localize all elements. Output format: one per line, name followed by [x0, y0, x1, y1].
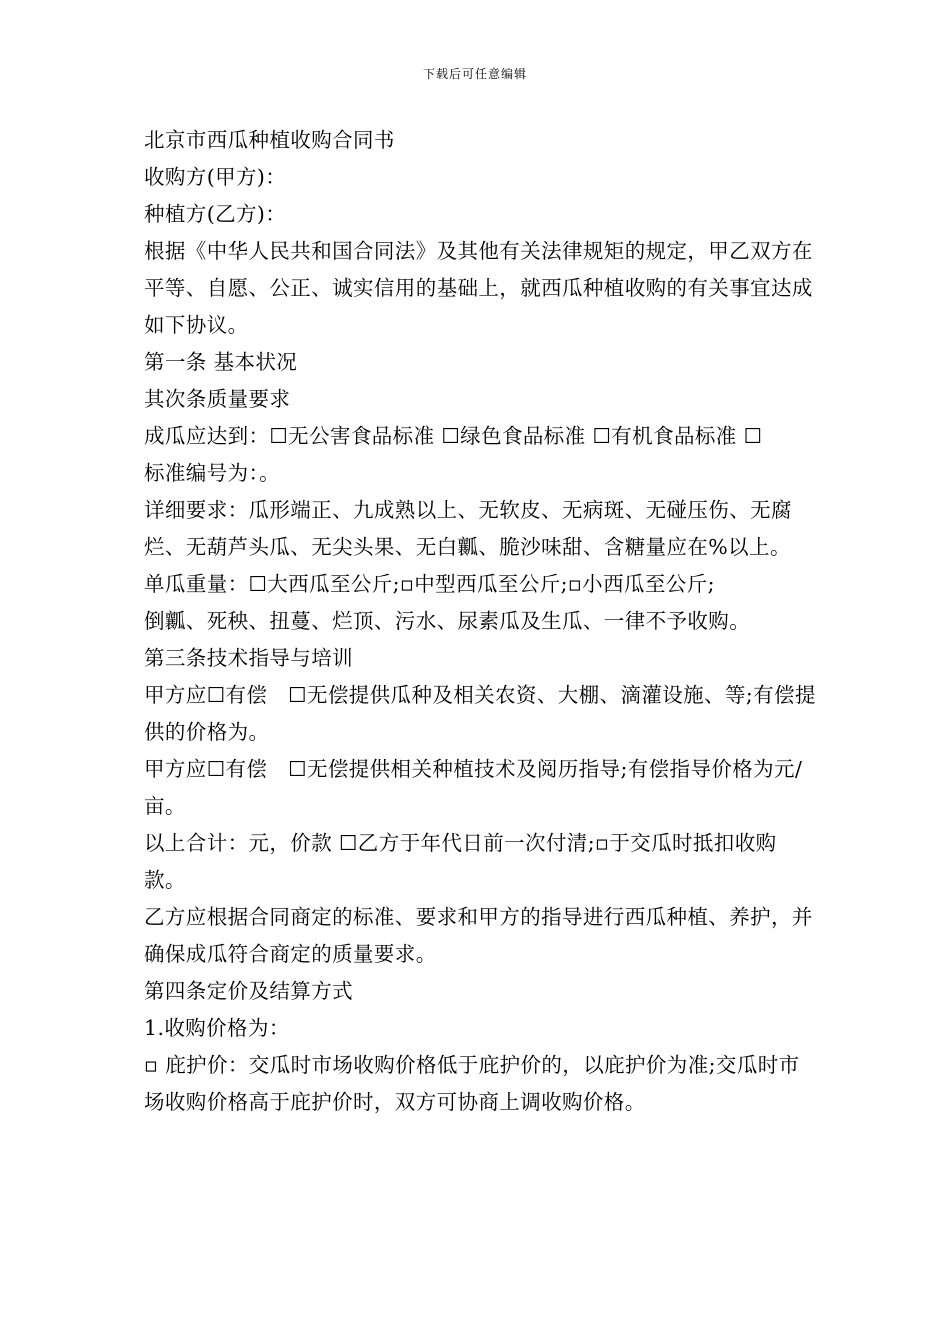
paragraph-buyer: 收购方(甲方)：: [144, 165, 287, 189]
paragraph-article-3: 第三条技术指导与培训: [144, 646, 353, 670]
paragraph-protection-price: ▫ 庇护价：交瓜时市场收购价格低于庇护价的，以庇护价为准;交瓜时市场收购价格高于庇护价时，双方可协商上调收购价格。: [144, 1053, 800, 1114]
paragraph-price-heading: 1.收购价格为：: [144, 1016, 290, 1040]
header-note: 下载后可任意编辑: [422, 67, 527, 81]
paragraph-guidance: 甲方应☐有偿 ☐无偿提供相关种植技术及阅历指导;有偿指导价格为元/亩。: [144, 757, 803, 818]
paragraph-obligation: 乙方应根据合同商定的标准、要求和甲方的指导进行西瓜种植、养护，并确保成瓜符合商定的质量要求。: [144, 905, 813, 966]
paragraph-rejection: 倒瓤、死秧、扭蔓、烂顶、污水、尿素瓜及生瓜、一律不予收购。: [144, 609, 751, 633]
paragraph-grower: 种植方(乙方)：: [144, 202, 287, 226]
paragraph-article-2: 其次条质量要求: [144, 387, 291, 411]
paragraph-article-4: 第四条定价及结算方式: [144, 979, 353, 1003]
paragraph-total: 以上合计：元，价款 ☐乙方于年代日前一次付清;▫于交瓜时抵扣收购款。: [144, 831, 777, 892]
paragraph-single-weight: 单瓜重量：☐大西瓜至公斤;▫中型西瓜至公斤;▫小西瓜至公斤;: [144, 572, 715, 596]
paragraph-detailed-requirements: 详细要求：瓜形端正、九成熟以上、无软皮、无病斑、无碰压伤、无腐烂、无葫芦头瓜、无尖头果、无白瓤、脆沙味甜、含糖量应在%以上。: [144, 498, 792, 559]
paragraph-article-1: 第一条 基本状况: [144, 350, 298, 374]
paragraph-supplies: 甲方应☐有偿 ☐无偿提供瓜种及相关农资、大棚、滴灌设施、等;有偿提供的价格为。: [144, 683, 816, 744]
paragraph-preamble: 根据《中华人民共和国合同法》及其他有关法律规矩的规定，甲乙双方在平等、自愿、公正、诚实信用的基础上，就西瓜种植收购的有关事宜达成如下协议。: [144, 239, 813, 337]
paragraph-quality-standard: 成瓜应达到：☐无公害食品标准 ☐绿色食品标准 ☐有机食品标准 ☐: [144, 424, 763, 448]
document-title: 北京市西瓜种植收购合同书: [144, 128, 395, 152]
paragraph-standard-number: 标准编号为：。: [144, 461, 281, 485]
document-body: [144, 122, 816, 1121]
